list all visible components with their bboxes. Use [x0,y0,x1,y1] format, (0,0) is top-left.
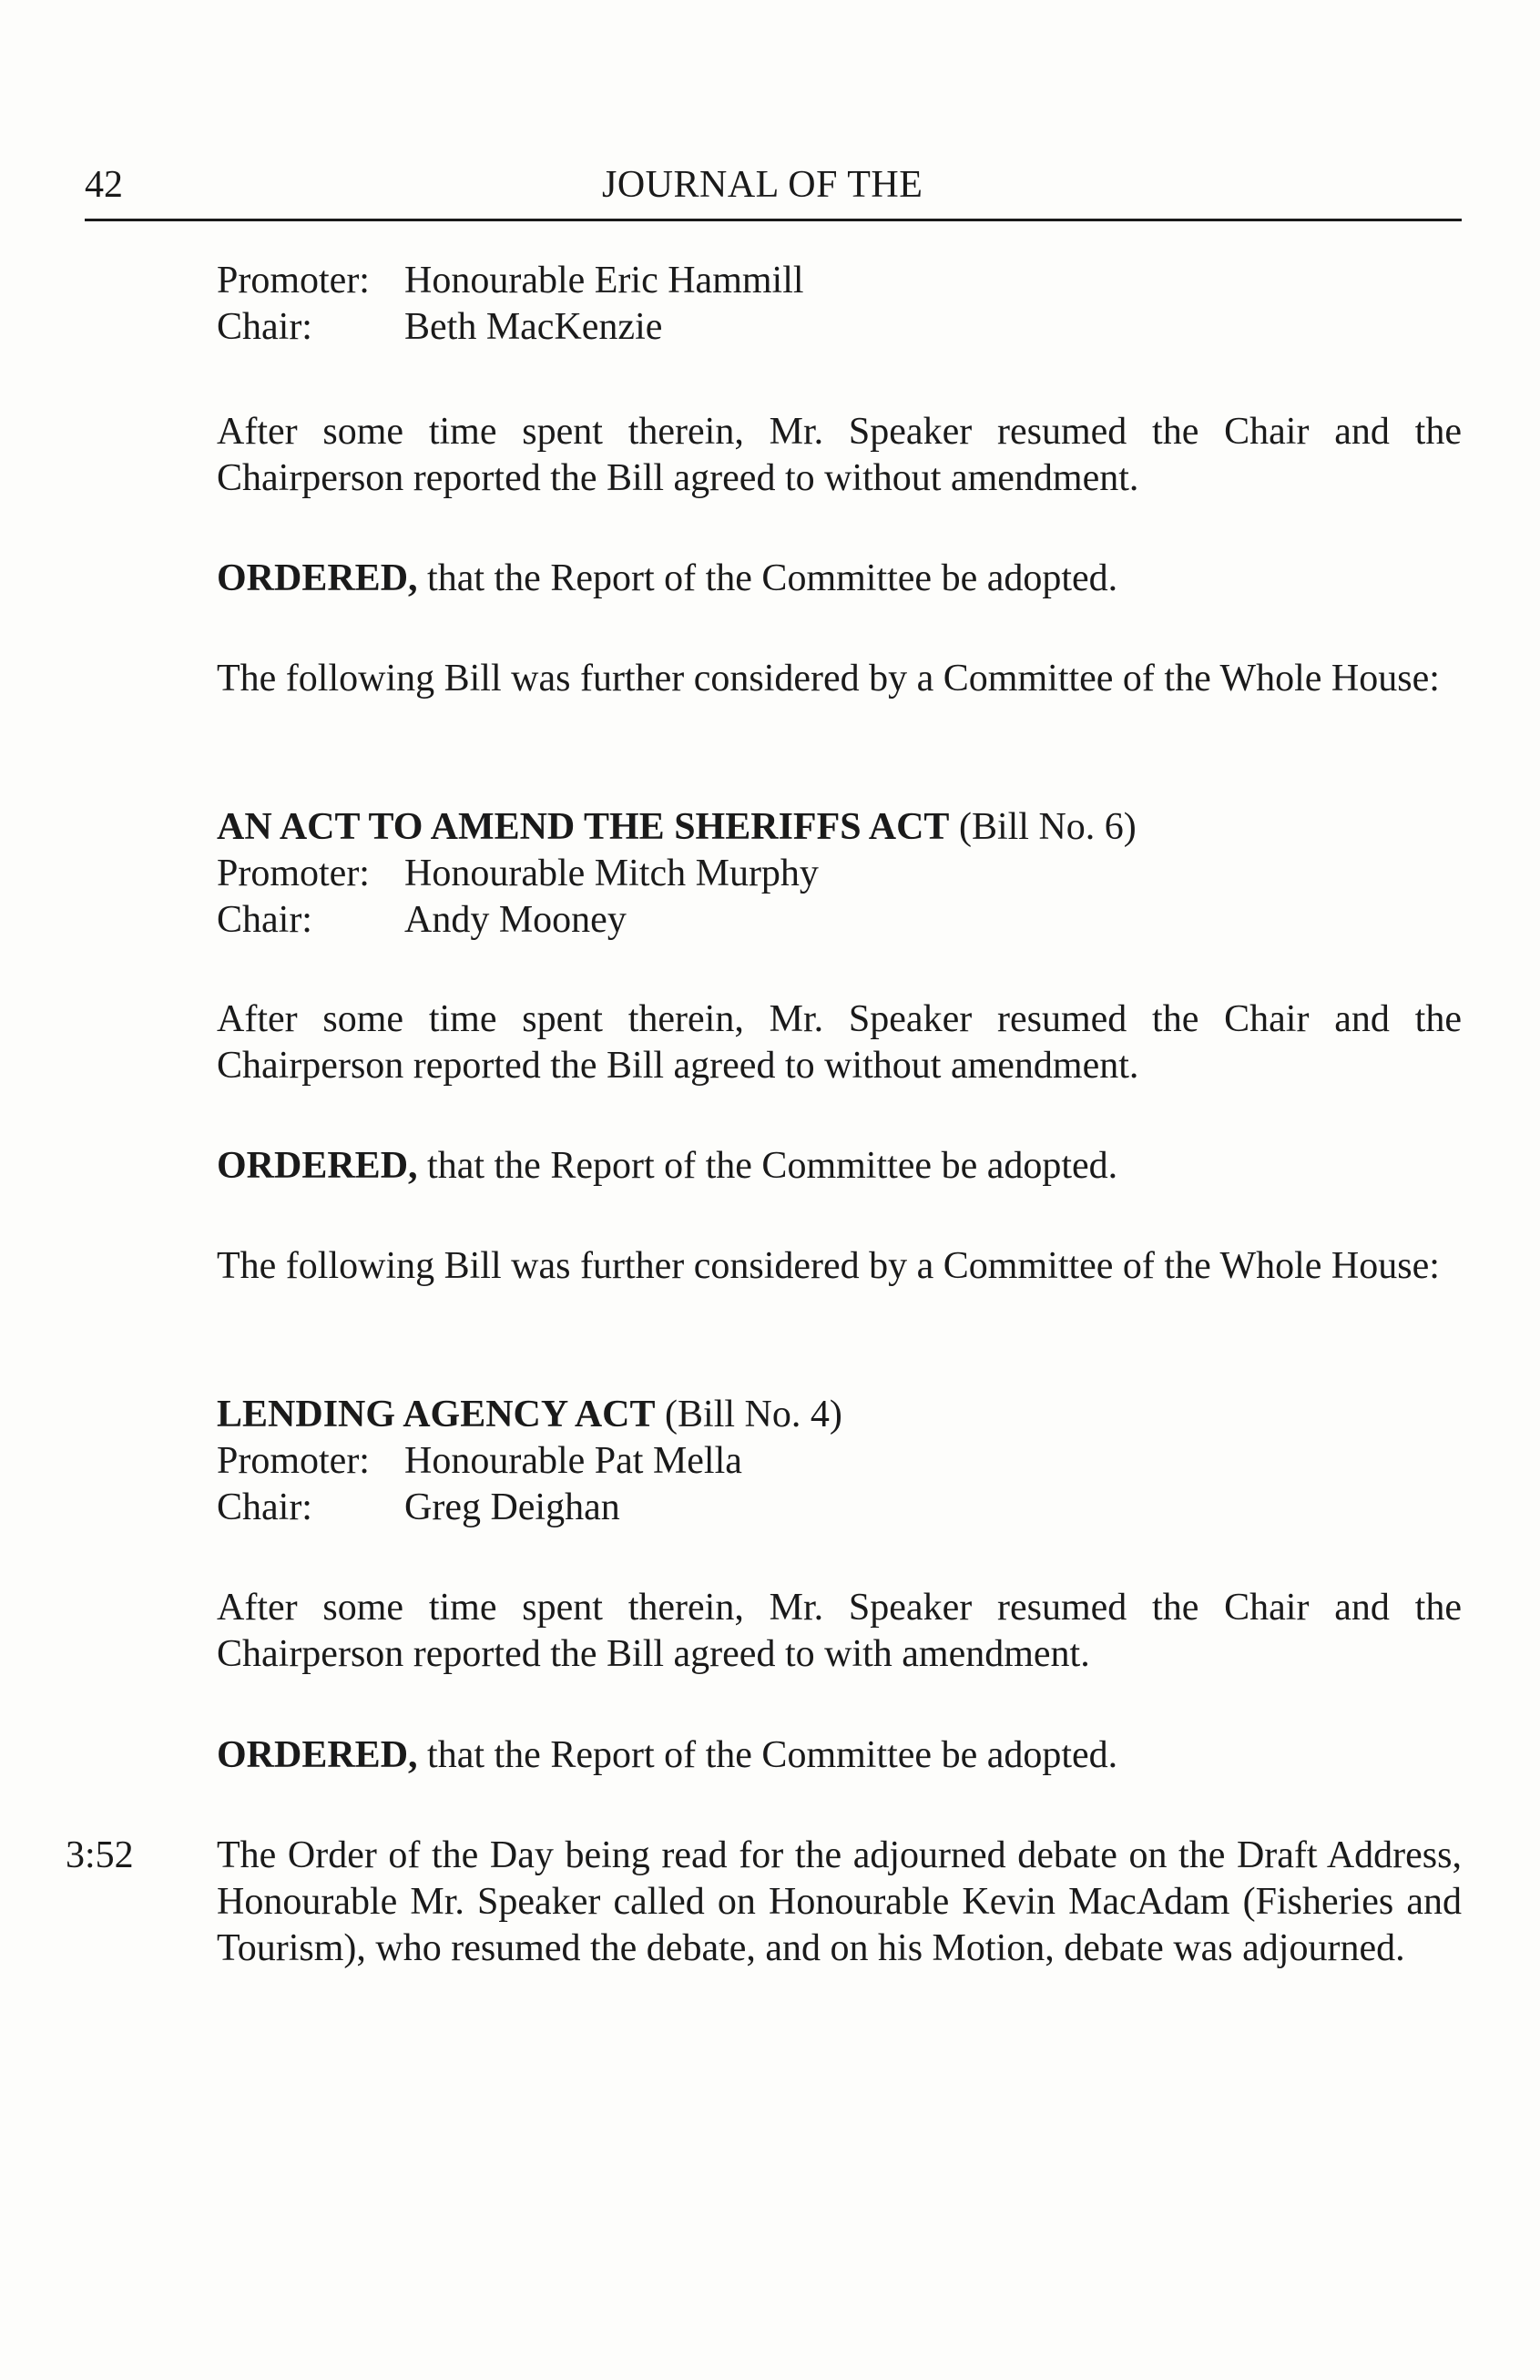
promoter-label: Promoter: [217,853,370,894]
chair-label: Chair: [217,1486,312,1528]
ordered-text [217,1732,1462,1779]
report-paragraph-3 [217,1585,1462,1678]
chair-name: Beth MacKenzie [404,306,663,348]
report-text: After some time spent therein, Mr. Speaker resumed the Chair and the Chairperson reported the Bill agreed to with amendment. [217,1587,1462,1675]
ordered-lead: ORDERED, [217,1145,418,1187]
page-number: 42 [85,164,123,206]
chair-row [217,304,1462,351]
ordered-lead: ORDERED, [217,557,418,599]
chair-name: Andy Mooney [404,899,627,941]
ordered-text [217,556,1462,602]
promoter-row [217,258,1462,304]
report-text: After some time spent therein, Mr. Speaker resumed the Chair and the Chairperson reported the Bill agreed to without amendment. [217,998,1462,1087]
chair-label: Chair: [217,306,312,348]
ordered-text [217,1143,1462,1190]
ordered-paragraph-2 [217,1143,1462,1190]
bill-title: AN ACT TO AMEND THE SHERIFFS ACT [217,806,950,848]
promoter-row [217,1438,1462,1485]
lending-bill-block [217,1392,1462,1531]
ordered-paragraph-1 [217,556,1462,602]
promoter-label: Promoter: [217,260,370,301]
promoter-label: Promoter: [217,1440,370,1482]
report-paragraph-1 [217,409,1462,502]
previous-bill-details [217,258,1462,351]
debate-time-stamp: 3:52 [66,1834,134,1876]
ordered-paragraph-3 [217,1732,1462,1779]
bill-number: (Bill No. 4) [655,1394,842,1435]
chair-row [217,897,1462,944]
report-paragraph-2 [217,996,1462,1089]
debate-paragraph [217,1833,1462,1972]
report-text: After some time spent therein, Mr. Speaker resumed the Chair and the Chairperson reported the Bill agreed to without amendment. [217,411,1462,499]
promoter-row [217,851,1462,897]
bill-title-row [217,1392,1462,1438]
ordered-rest: that the Report of the Committee be adopted. [417,1734,1118,1776]
promoter-name: Honourable Eric Hammill [404,260,804,301]
intro-paragraph-2 [217,1243,1462,1290]
sheriffs-bill-block [217,804,1462,944]
bill-title-row [217,804,1462,851]
promoter-name: Honourable Mitch Murphy [404,853,819,894]
bill-title: LENDING AGENCY ACT [217,1394,656,1435]
page-header [85,162,1462,221]
ordered-rest: that the Report of the Committee be adopted. [417,1145,1118,1187]
chair-row [217,1485,1462,1531]
running-head: JOURNAL OF THE [602,164,923,206]
ordered-lead: ORDERED, [217,1734,418,1776]
intro-paragraph-1 [217,656,1462,702]
promoter-name: Honourable Pat Mella [404,1440,742,1482]
chair-label: Chair: [217,899,312,941]
bill-number: (Bill No. 6) [949,806,1137,848]
intro-text: The following Bill was further considered by a Committee of the Whole House: [217,658,1440,700]
chair-name: Greg Deighan [404,1486,620,1528]
intro-text: The following Bill was further considered by a Committee of the Whole House: [217,1245,1440,1287]
ordered-rest: that the Report of the Committee be adopted. [417,557,1118,599]
debate-text: The Order of the Day being read for the adjourned debate on the Draft Address, Honourable Mr. Speaker called on Honourable Kevin MacAdam (Fisheries and Tourism), who resumed the debate, and on his Motion, debate was adjourned. [217,1834,1462,1969]
